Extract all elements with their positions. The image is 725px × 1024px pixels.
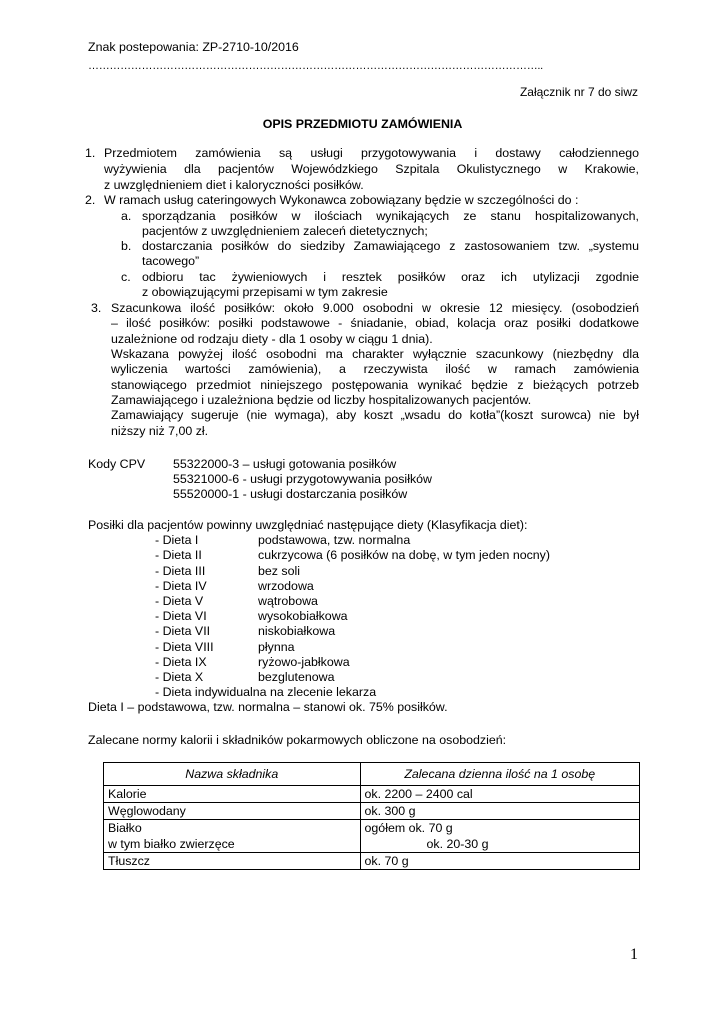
diet-desc: wrzodowa [258, 579, 314, 593]
diet-name: - Dieta III [155, 564, 206, 578]
item3-p2-line1: Wskazana powyżej ilość osobodni ma charakter wyłącznie szacunkowy (niezbędny dla [111, 347, 639, 361]
column-header: Zalecana dzienna ilość na 1 osobę [360, 763, 639, 786]
diet-name: - Dieta I [155, 533, 199, 547]
nutrient-name: Kalorie [104, 786, 361, 803]
item1-line3: z uwzględnieniem diet i kaloryczności posiłków. [104, 178, 364, 192]
item2-c-line1: odbioru tac żywieniowych i resztek posiłków oraz ich utylizacji zgodnie [142, 270, 639, 284]
item1-line2: wyżywienia dla pacjentów Wojewódzkiego Szpitala Okulistycznego w Krakowie, [104, 162, 639, 176]
diet-desc: ryżowo-jabłkowa [258, 655, 350, 669]
nutrient-value: ok. 300 g [360, 803, 639, 820]
diet-desc: płynna [258, 640, 295, 654]
table-row [104, 786, 640, 803]
item3-line2: – ilość posiłków: posiłki podstawowe - śniadanie, obiad, kolacja oraz posiłki dodatkowe [111, 316, 639, 330]
diet-name: - Dieta X [155, 670, 204, 684]
table-row [104, 853, 640, 870]
item1-number: 1. [85, 146, 96, 160]
diet-name: - Dieta V [155, 594, 204, 608]
diet-desc: bezglutenowa [258, 670, 335, 684]
item2-number: 2. [85, 193, 96, 207]
diet-desc: niskobiałkowa [258, 624, 336, 638]
item2-c-line2: z obowiązującymi przepisami w tym zakresie [142, 285, 388, 299]
table-row [104, 820, 640, 853]
diet-share-note: Dieta I – podstawowa, tzw. normalna – stanowi ok. 75% posiłków. [88, 700, 448, 714]
cpv-code: 55520000-1 - usługi dostarczania posiłków [173, 487, 408, 501]
diet-desc: wysokobiałkowa [258, 609, 348, 623]
item3-p3-line1: Zamawiający sugeruje (nie wymaga), aby koszt „wsadu do kotła”(koszt surowca) nie był [111, 408, 639, 422]
item3-p2-line4: Zamawiającego i uzależniona będzie od liczby hospitalizowanych pacjentów. [111, 393, 532, 407]
item2-a-line2: pacjentów z uwzględnieniem zaleceń dietetycznych; [142, 224, 428, 238]
header-dotted-rule: ……………………………………………………………………………………………………………….. [88, 60, 543, 72]
item2-a-line1: sporządzania posiłków w ilościach wynikających ze stanu hospitalizowanych, [142, 209, 639, 223]
nutrient-subvalue: ok. 20-30 g [426, 837, 489, 851]
item2-b-line2: tacowego” [142, 254, 200, 268]
diet-desc: wątrobowa [258, 594, 318, 608]
diet-desc: podstawowa, tzw. normalna [258, 533, 411, 547]
nutrition-table [103, 762, 640, 870]
item3-number: 3. [91, 301, 102, 315]
nutrient-name: Tłuszcz [104, 853, 361, 870]
page-number: 1 [630, 946, 638, 963]
item1-line1: Przedmiotem zamówienia są usługi przygotowywania i dostawy całodziennego [104, 146, 639, 160]
table-row [104, 803, 640, 820]
item3-line3: uzależnione od rodzaju diety - dla 1 osoby w ciągu 1 dnia). [111, 332, 433, 346]
page-title: OPIS PRZEDMIOTU ZAMÓWIENIA [262, 117, 463, 131]
diet-name: - Dieta VII [155, 624, 211, 638]
nutrient-value: ogółem ok. 70 g [364, 821, 453, 835]
diet-name: - Dieta II [155, 548, 202, 562]
item2-c-label: c. [121, 270, 131, 284]
diet-name: - Dieta VIII [155, 640, 214, 654]
nutrient-subname: w tym białko zwierzęce [108, 837, 235, 851]
nutrient-name: Białko [108, 821, 142, 835]
diet-name: - Dieta IV [155, 579, 207, 593]
diet-desc: bez soli [258, 564, 301, 578]
column-header: Nazwa składnika [104, 763, 361, 786]
item3-p2-line3: stanowiącego przedmiot niniejszego postępowania wynikać będzie z bieżących potrzeb [111, 378, 639, 392]
item2-b-line1: dostarczania posiłków do siedziby Zamawiającego z zastosowaniem tzw. „systemu [142, 239, 639, 253]
cpv-code: 55321000-6 - usługi przygotowywania posiłków [173, 472, 432, 486]
item2-a-label: a. [121, 209, 132, 223]
attachment-label: Załącznik nr 7 do siwz [519, 85, 638, 99]
item2-b-label: b. [121, 239, 132, 253]
nutrient-value: ok. 70 g [360, 853, 639, 870]
diet-name: - Dieta VI [155, 609, 207, 623]
item3-p2-line2: wyliczenia wartości zamówienia), a rzeczywista ilość w ramach zamówienia [111, 362, 639, 376]
case-number: Znak postepowania: ZP-2710-10/2016 [88, 40, 299, 54]
nutrient-name: Węglowodany [104, 803, 361, 820]
table-header-row [104, 763, 640, 786]
cpv-label: Kody CPV [88, 457, 146, 471]
diets-intro: Posiłki dla pacjentów powinny uwzględniać następujące diety (Klasyfikacja diet): [88, 518, 528, 532]
diet-individual: - Dieta indywidualna na zlecenie lekarza [155, 685, 377, 699]
cpv-code: 55322000-3 – usługi gotowania posiłków [173, 457, 397, 471]
diet-desc: cukrzycowa (6 posiłków na dobę, w tym jeden nocny) [258, 548, 551, 562]
item2-intro: W ramach usług cateringowych Wykonawca zobowiązany będzie w szczególności do : [104, 193, 579, 207]
item3-p3-line2: niższy niż 7,00 zł. [111, 424, 209, 438]
nutrient-value: ok. 2200 – 2400 cal [360, 786, 639, 803]
item3-line1: Szacunkowa ilość posiłków: około 9.000 osobodni w okresie 12 miesięcy. (osobodzień [111, 301, 639, 315]
norms-intro: Zalecane normy kalorii i składników pokarmowych obliczone na osobodzień: [88, 733, 507, 747]
diet-name: - Dieta IX [155, 655, 207, 669]
